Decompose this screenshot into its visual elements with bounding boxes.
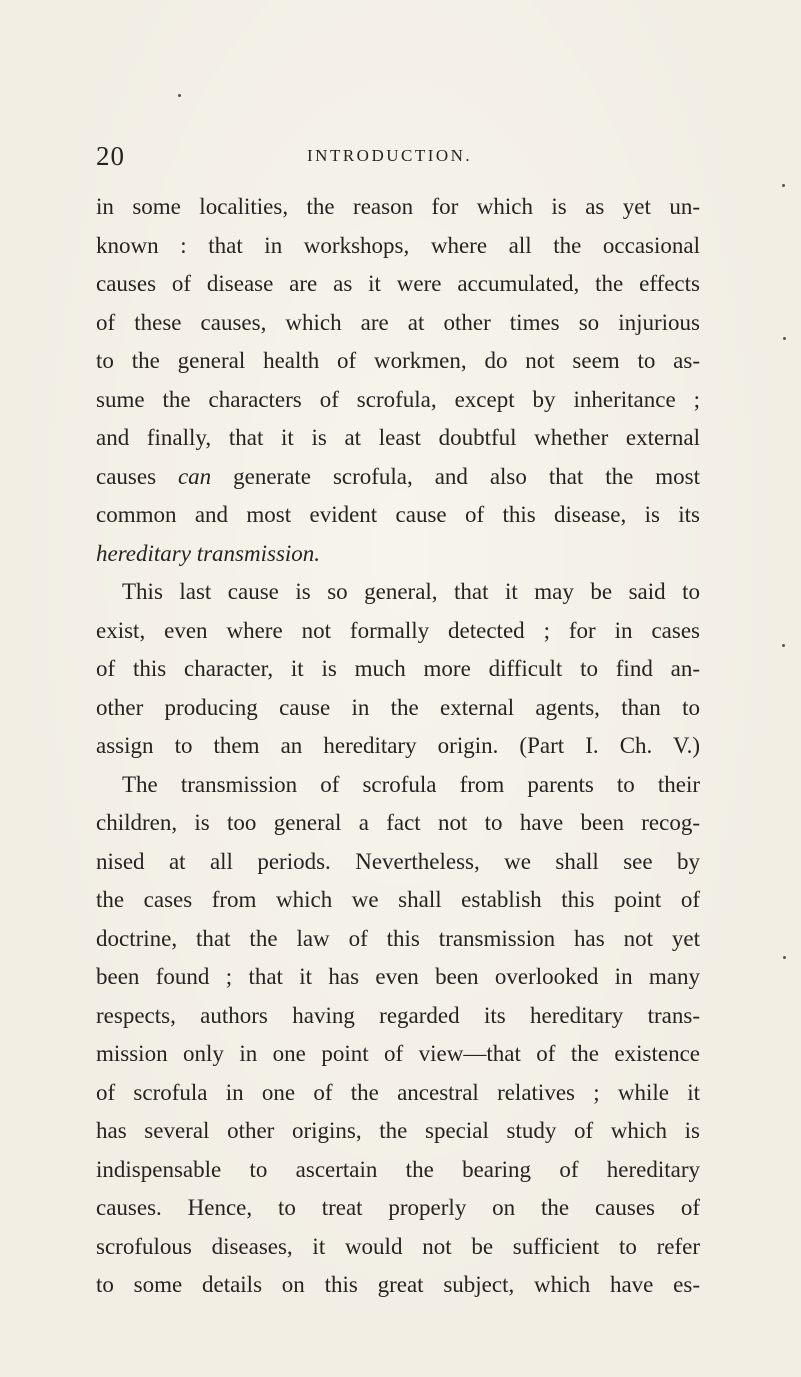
text-line: in some localities, the reason for which is as yet un- [96, 194, 700, 219]
text-line: doctrine, that the law of this transmission has not yet [96, 925, 700, 951]
page-number: 20 [96, 141, 125, 171]
text-line: indispensable to ascertain the bearing of hereditary [96, 1156, 700, 1182]
text-line: to some details on this great subject, which have es- [96, 1272, 700, 1297]
text-line: mission only in one point of view—that of the existence [96, 1041, 700, 1066]
text-line: been found ; that it has even been overlooked in many [96, 964, 700, 989]
text-line-italic [96, 535, 700, 574]
text-line: children, is too general a fact not to have been recog- [96, 810, 700, 835]
text-line: assign to them an hereditary origin. (Part I. Ch. V.) [96, 733, 700, 758]
margin-speck [783, 337, 786, 340]
emphasis-can: can [177, 463, 212, 489]
paragraph-start: This last cause is so general, that it may be said to [122, 579, 700, 604]
text-line: and finally, that it is at least doubtful whether external [96, 425, 700, 450]
text-line-with-emphasis [96, 458, 700, 497]
text-line: scrofulous diseases, it would not be sufficient to refer [96, 1233, 700, 1259]
text-line: to the general health of workmen, do not seem to as- [96, 348, 700, 373]
margin-speck [178, 94, 181, 97]
text-line: of these causes, which are at other times so injurious [96, 309, 700, 335]
text-line: of this character, it is much more difficult to find an- [96, 656, 700, 681]
text-line: nised at all periods. Nevertheless, we shall see by [96, 848, 700, 874]
paragraph-start: The transmission of scrofula from parents to their [122, 771, 700, 797]
text-segment: causes [96, 463, 157, 489]
margin-speck [782, 644, 785, 647]
text-line: exist, even where not formally detected ; for in cases [96, 617, 700, 643]
text-line: of scrofula in one of the ancestral relatives ; while it [96, 1079, 700, 1105]
text-line: the cases from which we shall establish this point of [96, 887, 700, 912]
text-segment: generate scrofula, and also that the most [233, 463, 701, 489]
text-line: causes. Hence, to treat properly on the causes of [96, 1195, 700, 1220]
text-line: respects, authors having regarded its hereditary trans- [96, 1002, 700, 1028]
text-line: known : that in workshops, where all the occasional [96, 232, 700, 258]
emphasis-hereditary-transmission: hereditary transmission. [96, 540, 321, 566]
margin-speck [782, 184, 785, 187]
margin-speck [783, 956, 786, 959]
text-line: common and most evident cause of this disease, is its [96, 502, 700, 527]
text-line: sume the characters of scrofula, except by inheritance ; [96, 386, 700, 412]
running-title: INTRODUCTION. [307, 146, 473, 165]
text-line: other producing cause in the external agents, than to [96, 694, 700, 720]
running-head [96, 136, 696, 176]
text-line: causes of disease are as it were accumulated, the effects [96, 271, 700, 296]
text-line: has several other origins, the special study of which is [96, 1118, 700, 1143]
body-text [96, 188, 700, 1305]
